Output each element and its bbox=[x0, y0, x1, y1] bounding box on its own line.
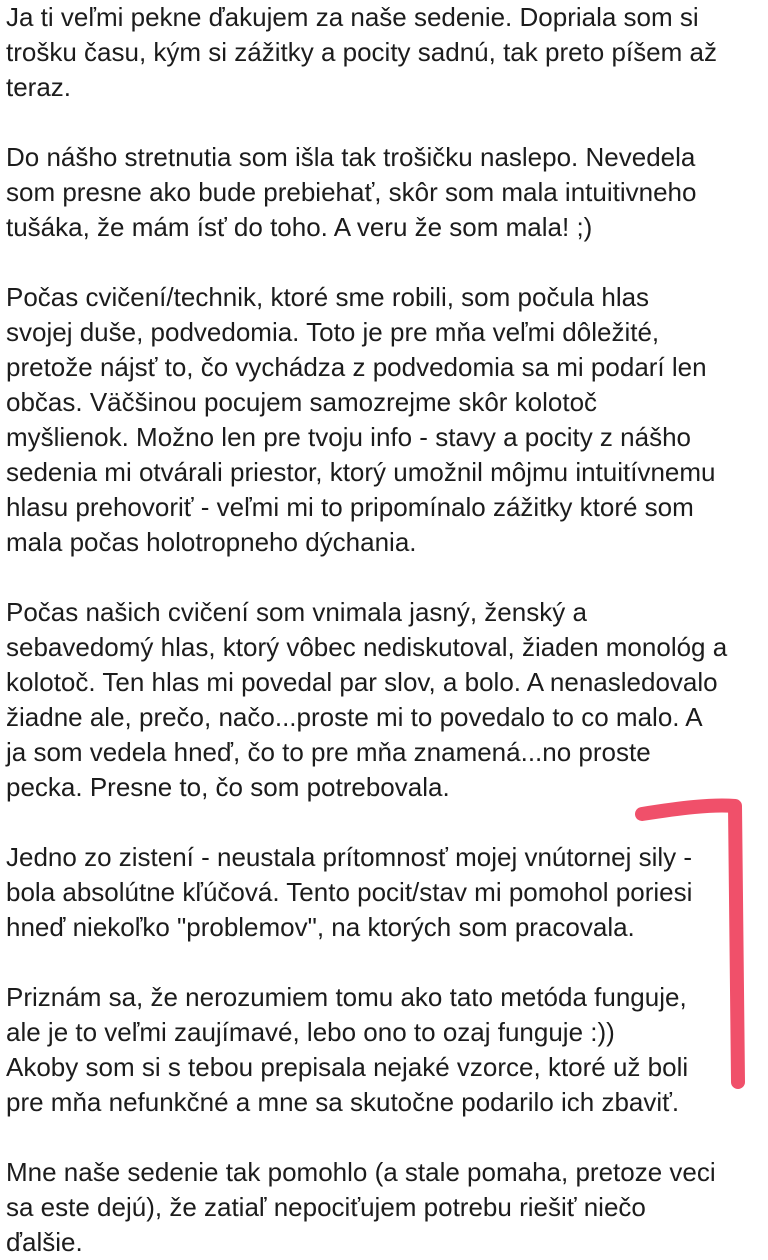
text-line: Akoby som si s tebou prepisala nejaké vzorce, ktoré už boli bbox=[6, 1052, 689, 1082]
paragraph-2 bbox=[6, 140, 762, 245]
paragraph-4 bbox=[6, 595, 762, 805]
paragraph-7 bbox=[6, 1155, 762, 1260]
text-line: mala počas holotropneho dýchania. bbox=[6, 527, 417, 557]
paragraph-spacer bbox=[6, 245, 762, 280]
text-line: ale je to veľmi zaujímavé, lebo ono to ozaj funguje :)) bbox=[6, 1017, 615, 1047]
paragraph-spacer bbox=[6, 945, 762, 980]
text-line: žiadne ale, prečo, načo...proste mi to povedalo to co malo. A bbox=[6, 702, 703, 732]
text-line: hneď niekoľko "problemov", na ktorých som pracovala. bbox=[6, 912, 635, 942]
text-line: Počas cvičení/technik, ktoré sme robili, som počula hlas bbox=[6, 282, 650, 312]
text-line: ja som vedela hneď, čo to pre mňa znamená...no proste bbox=[6, 737, 651, 767]
text-line: Počas našich cvičení som vnimala jasný, ženský a bbox=[6, 597, 587, 627]
text-line: Mne naše sedenie tak pomohlo (a stale pomaha, pretoze veci bbox=[6, 1157, 716, 1187]
text-line: sebavedomý hlas, ktorý vôbec nediskutoval, žiaden monológ a bbox=[6, 632, 728, 662]
paragraph-spacer bbox=[6, 805, 762, 840]
text-line: pre mňa nefunkčné a mne sa skutočne podarilo ich zbaviť. bbox=[6, 1087, 680, 1117]
text-line: Ja ti veľmi pekne ďakujem za naše sedenie. Dopriala som si bbox=[6, 2, 699, 32]
text-line: pecka. Presne to, čo som potrebovala. bbox=[6, 772, 450, 802]
text-line: trošku času, kým si zážitky a pocity sadnú, tak preto píšem až bbox=[6, 37, 717, 67]
paragraph-5 bbox=[6, 840, 762, 945]
text-line: ďalšie. bbox=[6, 1227, 83, 1257]
text-line: teraz. bbox=[6, 72, 72, 102]
text-line: Jedno zo zistení - neustala prítomnosť mojej vnútornej sily - bbox=[6, 842, 693, 872]
text-line: sedenia mi otvárali priestor, ktorý umožnil môjmu intuitívnemu bbox=[6, 457, 716, 487]
text-line: som presne ako bude prebiehať, skôr som mala intuitivneho bbox=[6, 177, 697, 207]
text-line: Priznám sa, že nerozumiem tomu ako tato metóda funguje, bbox=[6, 982, 687, 1012]
paragraph-6 bbox=[6, 980, 762, 1120]
text-line: svojej duše, podvedomia. Toto je pre mňa veľmi dôležité, bbox=[6, 317, 660, 347]
paragraph-spacer bbox=[6, 105, 762, 140]
text-line: kolotoč. Ten hlas mi povedal par slov, a bolo. A nenasledovalo bbox=[6, 667, 718, 697]
text-line: bola absolútne kľúčová. Tento pocit/stav mi pomohol poriesi bbox=[6, 877, 693, 907]
text-line: Do nášho stretnutia som išla tak trošičku naslepo. Nevedela bbox=[6, 142, 696, 172]
paragraph-spacer bbox=[6, 1120, 762, 1155]
text-line: myšlienok. Možno len pre tvoju info - stavy a pocity z nášho bbox=[6, 422, 691, 452]
text-line: občas. Väčšinou pocujem samozrejme skôr kolotoč bbox=[6, 387, 598, 417]
paragraph-1 bbox=[6, 0, 762, 105]
text-line: hlasu prehovoriť - veľmi mi to pripomínalo zážitky ktoré som bbox=[6, 492, 694, 522]
text-line: pretože nájsť to, čo vychádza z podvedomia sa mi podarí len bbox=[6, 352, 707, 382]
paragraph-3 bbox=[6, 280, 762, 560]
text-line: tušáka, že mám ísť do toho. A veru že som mala! ;) bbox=[6, 212, 593, 242]
paragraph-spacer bbox=[6, 560, 762, 595]
text-line: sa este dejú), že zatiaľ nepociťujem potrebu riešiť niečo bbox=[6, 1192, 646, 1222]
